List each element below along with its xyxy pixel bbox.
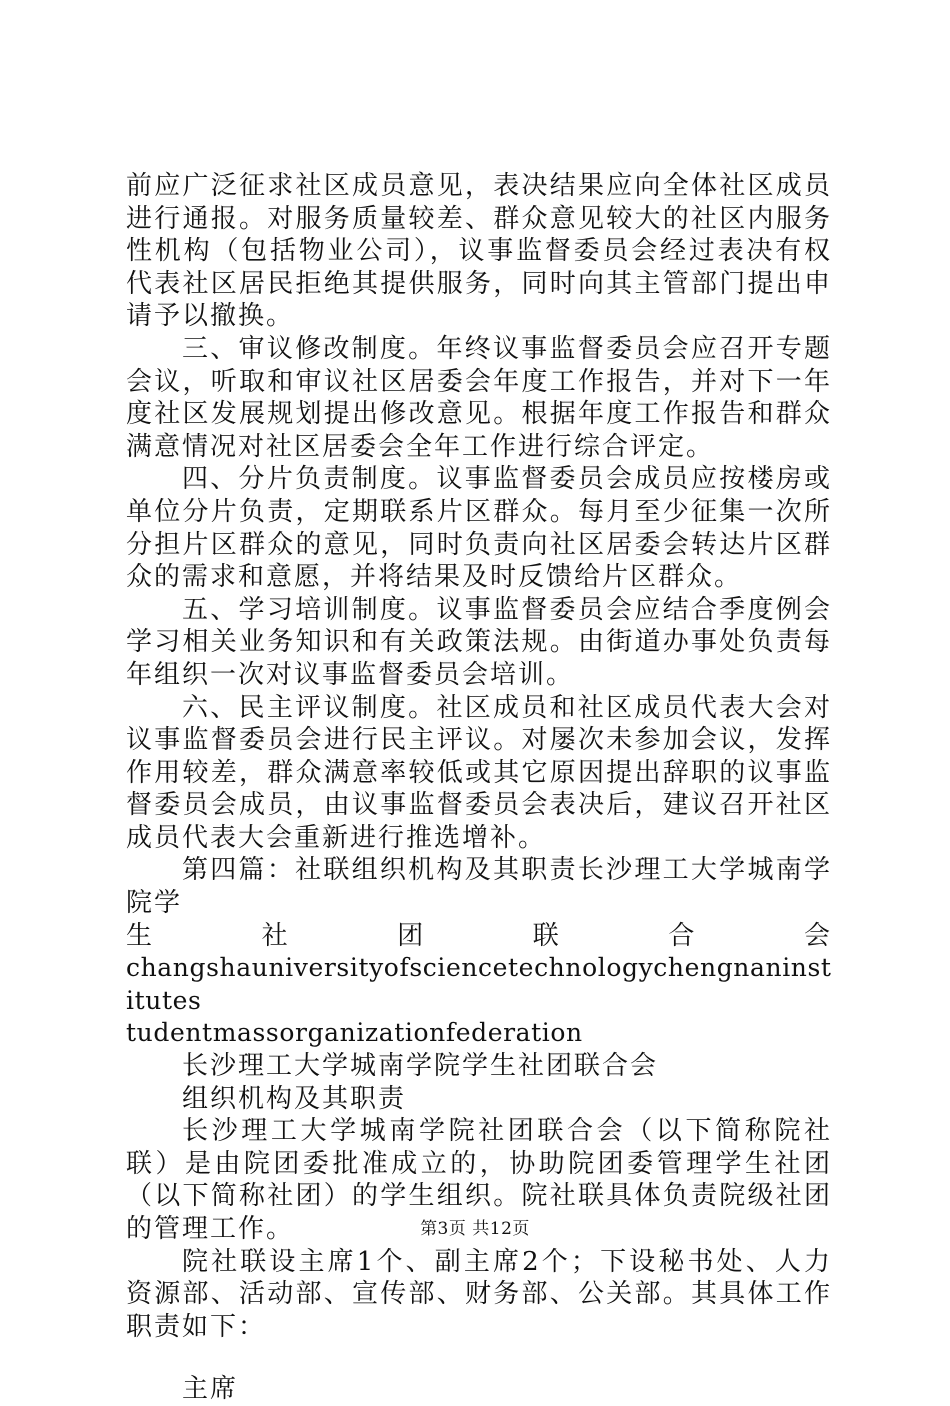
- english-name-line2: tudentmassorganizationfederation: [126, 1018, 583, 1048]
- paragraph-notice: 前应广泛征求社区成员意见，表决结果应向全体社区成员进行通报。对服务质量较差、群众意见较大的社区内服务性机构（包括物业公司），议事监督委员会经过表决有权代表社区居民拒绝其提供服务，同时向其主管部门提出申请予以撤换。: [126, 171, 832, 332]
- paragraph-democratic-review: 六、民主评议制度。社区成员和社区成员代表大会对议事监督委员会进行民主评议。对屡次未参加会议，发挥作用较差，群众满意率较低或其它原因提出辞职的议事监督委员会成员，由议事监督委员会表决后，建议召开社区成员代表大会重新进行推选增补。: [126, 692, 832, 853]
- paragraph-training-system: 五、学习培训制度。议事监督委员会应结合季度例会学习相关业务知识和有关政策法规。由街道办事处负责每年组织一次对议事监督委员会培训。: [126, 594, 832, 690]
- section-heading-line1: 第四篇：社联组织机构及其职责长沙理工大学城南学院学: [126, 855, 832, 919]
- paragraph-org-intro: 长沙理工大学城南学院社团联合会（以下简称院社联）是由院团委批准成立的，协助院团委管理学生社团（以下简称社团）的学生组织。院社联具体负责院级社团的管理工作。: [126, 1116, 832, 1244]
- blank-line: [126, 1343, 832, 1373]
- paragraph-zone-responsibility: 四、分片负责制度。议事监督委员会成员应按楼房或单位分片负责，定期联系片区群众。每月至少征集一次所分担片区群众的意见，同时负责向社区居委会转达片区群众的需求和意愿，并将结果及时反馈给片区群众。: [126, 464, 832, 593]
- section-heading-line2: 生 社 团 联 合 会: [126, 920, 832, 951]
- english-name-line1: changshauniversityofsciencetechnologychengnaninstitutes: [126, 953, 832, 1015]
- page-footer: 第3页 共12页: [420, 1219, 530, 1239]
- paragraph-org-positions: 院社联设主席1个、副主席2个；下设秘书处、人力资源部、活动部、宣传部、财务部、公关部。其具体工作职责如下：: [126, 1246, 832, 1342]
- org-structure-title: 组织机构及其职责: [182, 1083, 407, 1114]
- paragraph-review-system: 三、审议修改制度。年终议事监督委员会应召开专题会议，听取和审议社区居委会年度工作报告，并对下一年度社区发展规划提出修改意见。根据年度工作报告和群众满意情况对社区居委会全年工作进行综合评定。: [126, 333, 832, 462]
- chairman-heading: 主席: [182, 1374, 239, 1405]
- org-name-title: 长沙理工大学城南学院学生社团联合会: [182, 1051, 659, 1082]
